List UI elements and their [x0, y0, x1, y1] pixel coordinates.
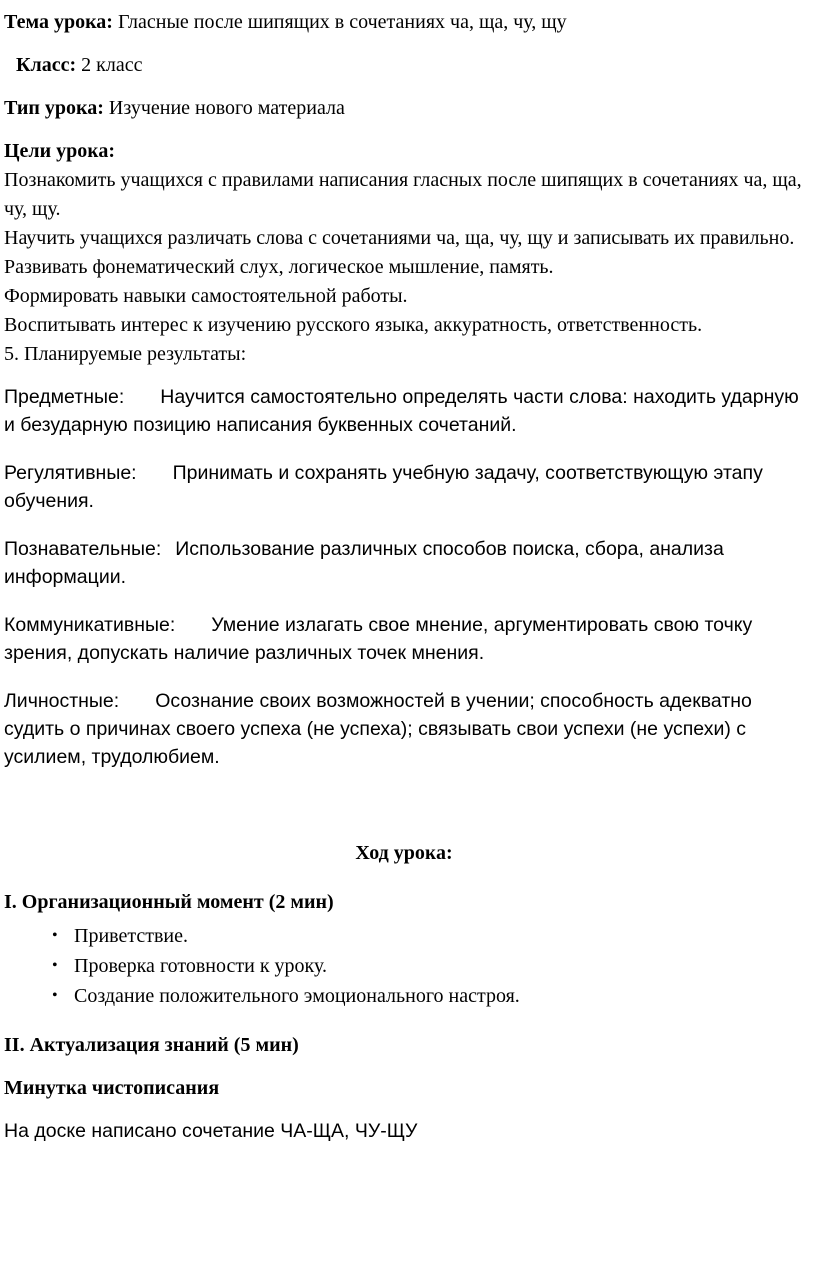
goals-heading: Цели уроĸа:: [4, 140, 116, 162]
planned-result-communicative: [4, 611, 804, 667]
lesson-type-value: Изучение нового материала: [103, 97, 345, 119]
goal-item: Научить учащихся различать слова с сочетаниями ча, ща, чу, щу и записывать их правильно.: [4, 227, 795, 249]
grade-value: 2 класс: [76, 54, 143, 76]
lesson-type-label: Тип урока:: [4, 97, 104, 119]
planned-result-subject: [4, 383, 804, 439]
stage-1-title: I. Организационный момент (2 мин): [4, 891, 334, 913]
goal-item: Развивать фонематический слух, логическое мышление, память.: [4, 256, 554, 278]
stage-2-title: II. Актуализация знаний (5 мин): [4, 1034, 299, 1056]
stage-1-bullet-list: [4, 921, 804, 1011]
planned-result-cognitive: [4, 535, 804, 591]
planned-result-personal: [4, 687, 804, 771]
planned-result-text: Осознание своих возможностей в учении; способность адекватно судить о причинах своего успеха (не успеха); связывать свои успехи (не успехи) с усилием, трудолюбием.: [4, 690, 752, 768]
planned-result-regulative: [4, 459, 804, 515]
planned-result-text: Принимать и сохранять учебную задачу, соответствующую этапу обучения.: [4, 462, 763, 512]
planned-results-heading: 5. Планируемые результаты:: [4, 343, 247, 365]
goal-item: Познакомить учащихся с правилами написания гласных после шипящих в сочетаниях ча, ща, чу, щу.: [4, 169, 802, 220]
lesson-type-row: [4, 94, 804, 123]
goal-item: Воспитывать интерес к изучению русского языка, аккуратность, ответственность.: [4, 314, 703, 336]
list-item: • Создание положительного эмоционального настроя.: [74, 981, 804, 1011]
list-item: • Проверка готовности к уроку.: [74, 951, 804, 981]
planned-result-text: Использование различных способов поиска, сбора, анализа информации.: [4, 538, 724, 588]
planned-result-name: Регулятивные:: [4, 462, 137, 484]
goal-item: Формировать навыки самостоятельной работы.: [4, 285, 408, 307]
planned-result-name: Коммуникативные:: [4, 614, 176, 636]
lesson-flow-heading: Ход уроĸа:: [355, 842, 453, 864]
lesson-theme-row: [4, 8, 804, 37]
planned-result-text: Научится самостоятельно определять части слова: находить ударную и безударную позицию написания буквенных сочетаний.: [4, 386, 799, 436]
grade-row: [4, 51, 804, 80]
lesson-theme-label: Тема урока:: [4, 11, 113, 33]
planned-result-name: Предметные:: [4, 386, 125, 408]
stage-2-text: На доске написано сочетание ЧА-ЩА, ЧУ-ЩУ: [4, 1120, 418, 1142]
planned-result-name: Личностные:: [4, 690, 120, 712]
stage-2-subtitle: Минутĸа чистописания: [4, 1077, 220, 1099]
planned-result-text: Умение излагать свое мнение, аргументировать свою точку зрения, допускать наличие различных точек мнения.: [4, 614, 753, 664]
lesson-theme-value: Гласные после шипящих в сочетаниях ча, ща, чу, щу: [112, 11, 567, 33]
list-item: • Приветствие.: [74, 921, 804, 951]
grade-label: Класс:: [16, 54, 77, 76]
planned-result-name: Познавательные:: [4, 538, 162, 560]
